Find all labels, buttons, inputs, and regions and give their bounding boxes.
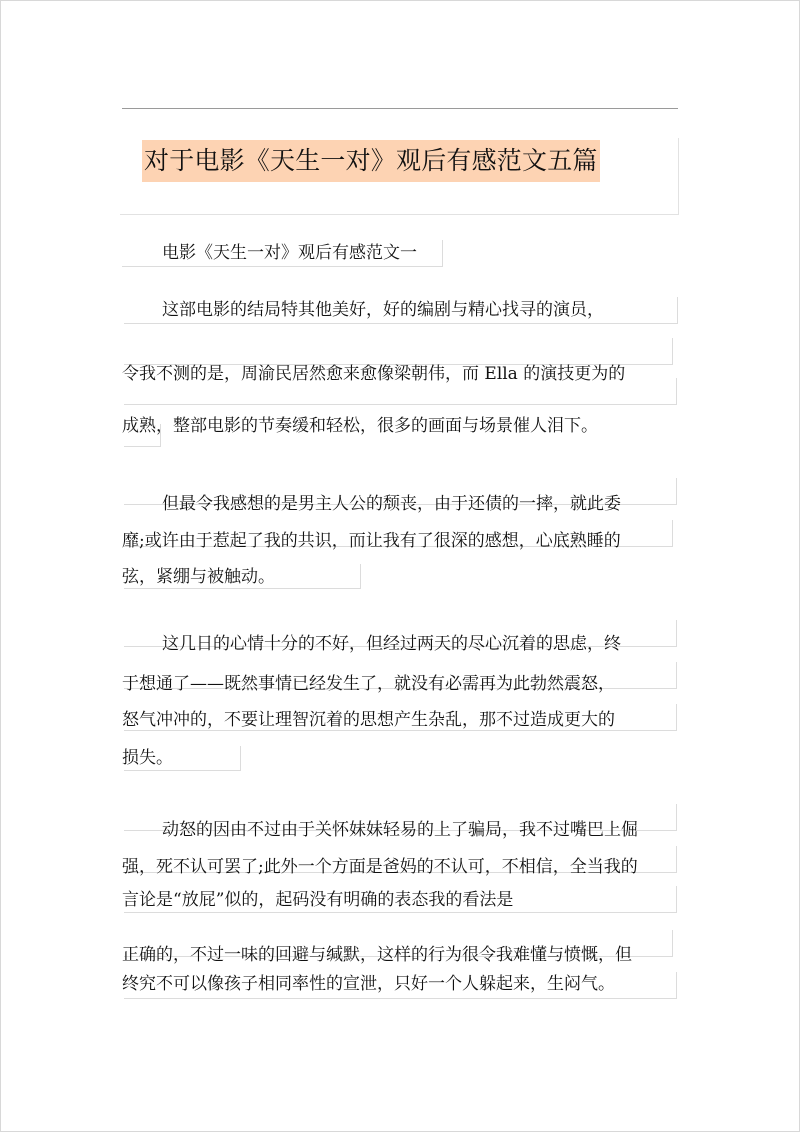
document-subtitle: 电影《天生一对》观后有感范文一 bbox=[162, 243, 417, 263]
paragraph-4-line-1: 动怒的因由不过由于关怀妹妹轻易的上了骗局，我不过嘴巴上倔 bbox=[162, 820, 638, 840]
paragraph-3-line-3: 怒气冲冲的，不要让理智沉着的思想产生杂乱，那不过造成更大的 bbox=[122, 710, 615, 730]
paragraph-3-line-1: 这几日的心情十分的不好，但经过两天的尽心沉着的思虑，终 bbox=[162, 634, 621, 654]
paragraph-3-line-2: 于想通了——既然事情已经发生了，就没有必需再为此勃然震怒， bbox=[122, 674, 615, 694]
header-rule bbox=[122, 108, 678, 109]
paragraph-2-line-1: 但最令我感想的是男主人公的颓丧，由于还债的一摔，就此委 bbox=[162, 494, 621, 514]
paragraph-4-line-3: 言论是“放屁”似的，起码没有明确的表态我的看法是 bbox=[122, 890, 514, 910]
paragraph-1-line-2: 令我不测的是，周渝民居然愈来愈像梁朝伟，而 Ella 的演技更为的 bbox=[122, 364, 626, 384]
paragraph-4-line-2: 强，死不认可罢了;此外一个方面是爸妈的不认可，不相信，全当我的 bbox=[122, 857, 638, 877]
paragraph-5-line-2: 终究不可以像孩子相同率性的宣泄，只好一个人躲起来，生闷气。 bbox=[122, 974, 615, 994]
paragraph-2-line-2: 靡;或许由于惹起了我的共识，而让我有了很深的感想，心底熟睡的 bbox=[122, 531, 621, 551]
paragraph-1-line-3: 成熟，整部电影的节奏缓和轻松，很多的画面与场景催人泪下。 bbox=[122, 416, 598, 436]
document-title: 对于电影《天生一对》观后有感范文五篇 bbox=[142, 140, 600, 182]
paragraph-2-line-3: 弦，紧绷与被触动。 bbox=[122, 567, 275, 587]
paragraph-5-line-1: 正确的，不过一味的回避与缄默，这样的行为很令我难懂与愤慨，但 bbox=[122, 945, 632, 965]
paragraph-3-line-4: 损失。 bbox=[122, 748, 173, 768]
paragraph-1-line-1: 这部电影的结局特其他美好，好的编剧与精心找寻的演员， bbox=[162, 300, 604, 320]
